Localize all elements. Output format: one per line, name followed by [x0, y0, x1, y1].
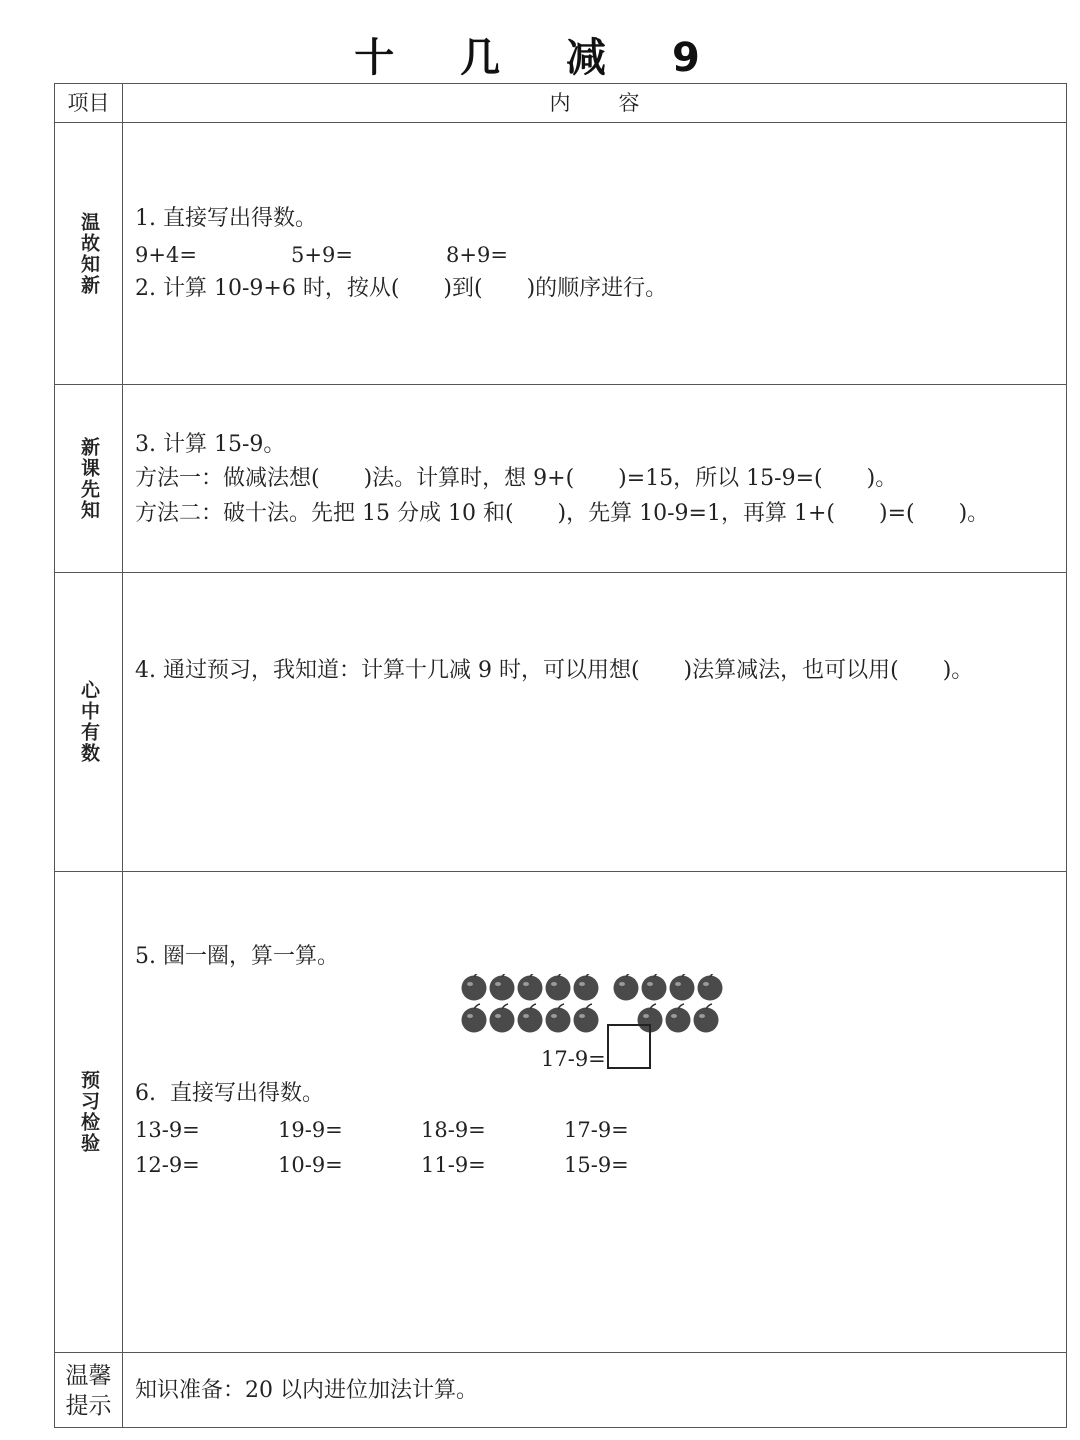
- row-divider: [55, 871, 1066, 872]
- expression: 15-9=: [564, 1153, 629, 1177]
- question-3: 3. 计算 15-9。: [135, 432, 286, 457]
- expression: 17-9=: [564, 1118, 629, 1142]
- apple-icon: [490, 974, 515, 1001]
- apple-icon: [670, 974, 695, 1001]
- method-1: 方法一：做减法想( )法。计算时，想 9+( )=15，所以 15-9=( )。: [135, 466, 898, 491]
- apple-icon: [462, 1004, 487, 1033]
- expression: 10-9=: [278, 1153, 343, 1177]
- question-4: 4. 通过预习，我知道：计算十几减 9 时，可以用想( )法算减法，也可以用( )。: [135, 658, 974, 683]
- row-divider: [55, 122, 1066, 123]
- apple-expression: 17-9=: [541, 1047, 606, 1071]
- section-label-tip: 温馨提示: [65, 1363, 112, 1419]
- page-title: 十 几 减 9: [354, 35, 726, 81]
- expression: 13-9=: [135, 1118, 200, 1142]
- expression: 9+4=: [135, 243, 197, 267]
- apple-icon: [694, 1004, 719, 1033]
- apple-icon: [490, 1004, 515, 1033]
- question-5: 5. 圈一圈，算一算。: [135, 944, 339, 969]
- question-1: 1. 直接写出得数。: [135, 206, 317, 231]
- section-label-new: 新课先知: [78, 436, 100, 521]
- section-label-check: 预习检验: [78, 1070, 100, 1154]
- apple-icon: [614, 974, 639, 1001]
- question-6: 6. 直接写出得数。: [135, 1081, 324, 1106]
- worksheet-table: [54, 83, 1067, 1428]
- apple-icon: [642, 974, 667, 1001]
- expression: 5+9=: [291, 243, 353, 267]
- row-divider: [55, 384, 1066, 385]
- apple-icon: [698, 974, 723, 1001]
- expression: 11-9=: [421, 1153, 486, 1177]
- expression: 12-9=: [135, 1153, 200, 1177]
- expression: 8+9=: [446, 243, 508, 267]
- expression: 19-9=: [278, 1118, 343, 1142]
- apple-icon: [574, 974, 599, 1001]
- expression: 18-9=: [421, 1118, 486, 1142]
- row-divider: [55, 1352, 1066, 1353]
- tip-text: 知识准备：20 以内进位加法计算。: [135, 1378, 478, 1403]
- apple-icon: [462, 974, 487, 1001]
- row-divider: [55, 572, 1066, 573]
- header-content: 内容: [549, 91, 688, 115]
- apple-group: [460, 974, 740, 1034]
- apple-icon: [518, 974, 543, 1001]
- question-2: 2. 计算 10-9+6 时，按从( )到( )的顺序进行。: [135, 276, 668, 301]
- method-2: 方法二：破十法。先把 15 分成 10 和( )，先算 10-9=1，再算 1+( )=( )。: [135, 501, 990, 526]
- apple-icon: [546, 1004, 571, 1033]
- apple-icon: [546, 974, 571, 1001]
- header-item: 项目: [67, 91, 110, 115]
- section-label-mind: 心中有数: [78, 680, 100, 764]
- apple-icon: [518, 1004, 543, 1033]
- answer-box[interactable]: [607, 1024, 651, 1069]
- apple-icon: [574, 1004, 599, 1033]
- section-label-review: 温故知新: [78, 211, 100, 296]
- apple-icon: [666, 1004, 691, 1033]
- column-divider: [122, 84, 123, 1427]
